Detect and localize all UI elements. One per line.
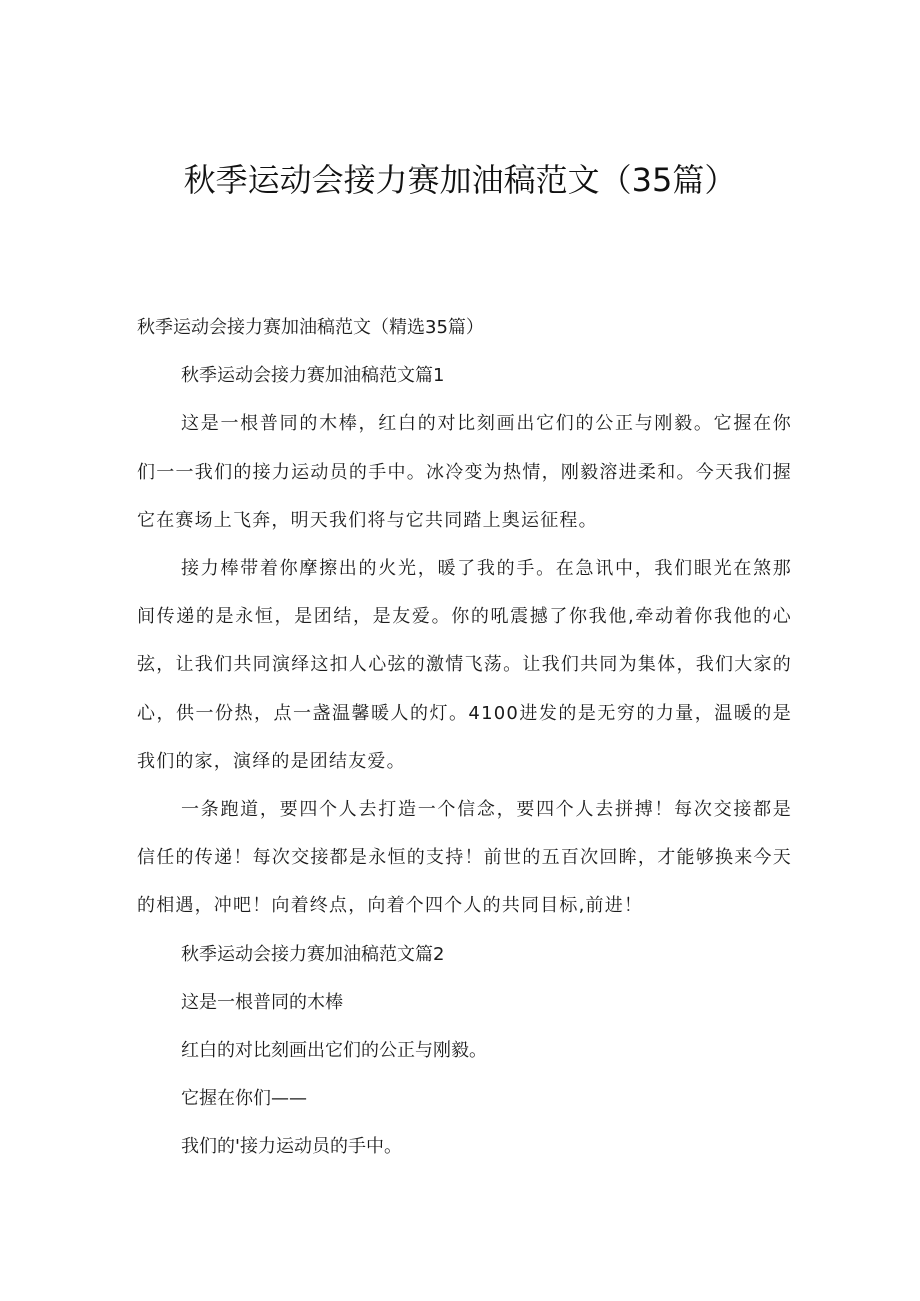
paragraph: 一条跑道，要四个人去打造一个信念，要四个人去拼搏！每次交接都是信任的传递！每次交接都是永恒的支持！前世的五百次回眸，才能够换来今天的相遇，冲吧！向着终点，向着个四个人的共同目标,前进！ bbox=[137, 799, 792, 917]
document-subtitle: 秋季运动会接力赛加油稿范文（精选35篇） bbox=[137, 317, 484, 338]
poem-line: 红白的对比刻画出它们的公正与刚毅。 bbox=[181, 1040, 487, 1062]
poem-line: 它握在你们—— bbox=[181, 1088, 307, 1110]
section-heading: 秋季运动会接力赛加油稿范文篇2 bbox=[181, 943, 445, 965]
document-body bbox=[137, 304, 792, 1172]
paragraph: 接力棒带着你摩擦出的火光，暖了我的手。在急讯中，我们眼光在煞那间传递的是永恒，是团结，是友爱。你的吼震撼了你我他,牵动着你我他的心弦，让我们共同演绎这扣人心弦的激情飞荡。让我们共同为集体，我们大家的心，供一份热，点一盏温馨暖人的灯。4100进发的是无穷的力量，温暖的是我们的家，演绎的是团结友爱。 bbox=[137, 558, 792, 772]
document-title: 秋季运动会接力赛加油稿范文（35篇） bbox=[183, 161, 737, 199]
paragraph: 这是一根普同的木棒，红白的对比刻画出它们的公正与刚毅。它握在你们一一我们的接力运动员的手中。冰冷变为热情，刚毅溶进柔和。今天我们握它在赛场上飞奔，明天我们将与它共同踏上奥运征程。 bbox=[137, 413, 792, 531]
poem-line: 这是一根普同的木棒 bbox=[181, 991, 343, 1013]
section-heading: 秋季运动会接力赛加油稿范文篇1 bbox=[181, 365, 445, 387]
poem-line: 我们的'接力运动员的手中。 bbox=[181, 1136, 402, 1158]
